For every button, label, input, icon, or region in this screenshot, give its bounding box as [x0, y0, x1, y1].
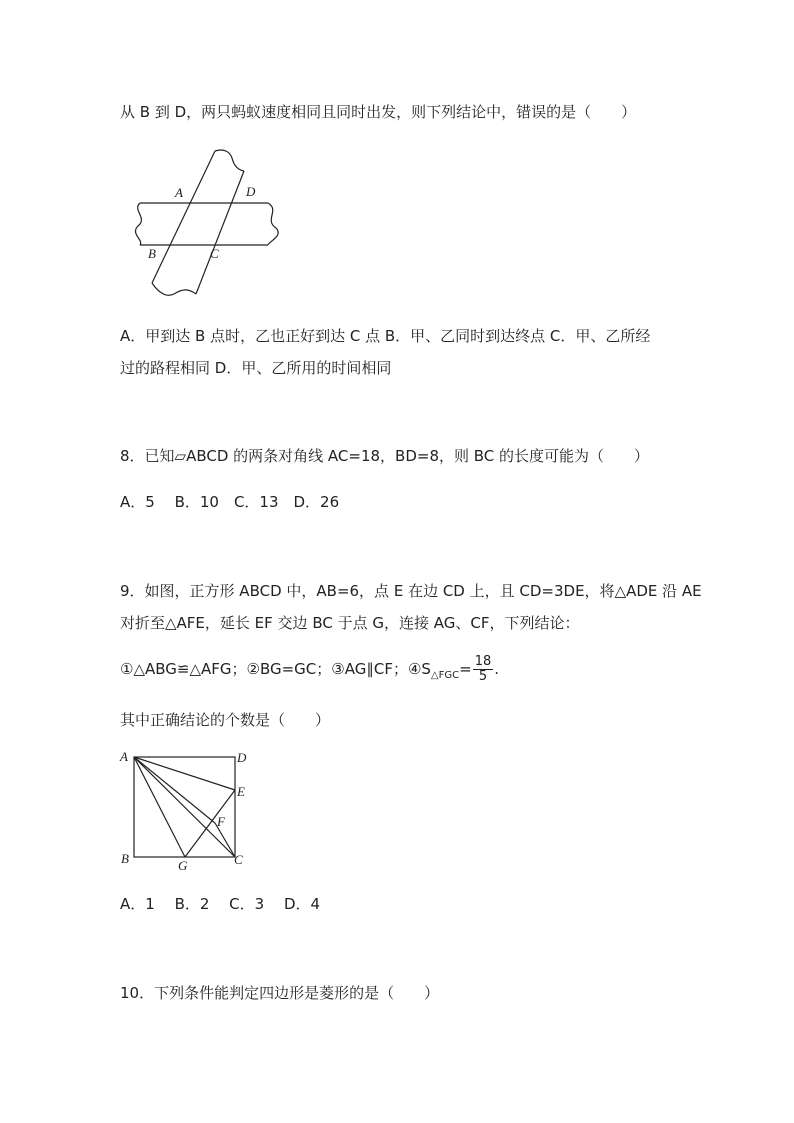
q9-conclusions-subscript: △FGC — [430, 670, 460, 681]
q8-options: A．5 B．10 C．13 D．26 — [120, 493, 340, 511]
strip-bottom-wave — [152, 283, 196, 295]
segment-AG — [134, 757, 185, 857]
q9-fraction — [473, 655, 494, 684]
q9-label-E: E — [237, 784, 245, 799]
q9-label-D: D — [237, 750, 247, 765]
q7-label-A: A — [175, 185, 183, 200]
q9-label-G: G — [178, 858, 188, 873]
q7-options-line2: 过的路程相同 D．甲、乙所用的时间相同 — [120, 359, 392, 377]
segment-EG — [185, 790, 235, 857]
q7-label-C: C — [210, 246, 219, 261]
q9-conclusions — [120, 652, 499, 686]
q9-stem-line2: 对折至△AFE，延长 EF 交边 BC 于点 G，连接 AG、CF，下列结论： — [120, 614, 580, 632]
q9-stem-line1: 9．如图，正方形 ABCD 中，AB=6，点 E 在边 CD 上，且 CD=3DE，将△ADE 沿 AE — [120, 582, 702, 600]
diagonal-AC — [134, 757, 235, 857]
q10-stem: 10．下列条件能判定四边形是菱形的是（ ） — [120, 984, 440, 1002]
q9-options: A．1 B．2 C．3 D．4 — [120, 895, 321, 913]
segment-AF — [134, 757, 215, 823]
q9-question: 其中正确结论的个数是（ ） — [120, 711, 331, 729]
q9-conclusions-prefix: ①△ABG≌△AFG；②BG=GC；③AG∥CF；④S — [120, 660, 431, 678]
q9-label-B: B — [121, 851, 129, 866]
strip-top-wave — [215, 150, 244, 171]
q8-stem: 8．已知▱ABCD 的两条对角线 AC=18，BD=8，则 BC 的长度可能为（ ） — [120, 447, 650, 465]
q9-label-C: C — [234, 852, 243, 867]
q7-options-line1: A．甲到达 B 点时，乙也正好到达 C 点 B．甲、乙同时到达终点 C．甲、乙所经 — [120, 327, 651, 345]
q7-label-D: D — [246, 184, 256, 199]
river-left-wave — [135, 203, 141, 245]
q9-label-F: F — [217, 814, 225, 829]
segment-AE — [134, 757, 235, 790]
q7-stem-text: 从 B 到 D，两只蚂蚁速度相同且同时出发，则下列结论中，错误的是（ ） — [120, 103, 637, 121]
q9-label-A: A — [120, 749, 128, 764]
q9-conclusions-end: . — [494, 660, 500, 678]
strip-right-edge — [196, 171, 244, 294]
q9-fraction-denominator: 5 — [478, 669, 488, 684]
q9-figure — [116, 748, 256, 876]
river-right-wave — [268, 203, 278, 245]
q7-figure — [118, 148, 288, 300]
strip-left-edge — [152, 151, 215, 283]
q9-conclusions-eq: = — [459, 660, 472, 678]
q7-label-B: B — [148, 246, 156, 261]
q9-fraction-numerator: 18 — [474, 654, 492, 669]
